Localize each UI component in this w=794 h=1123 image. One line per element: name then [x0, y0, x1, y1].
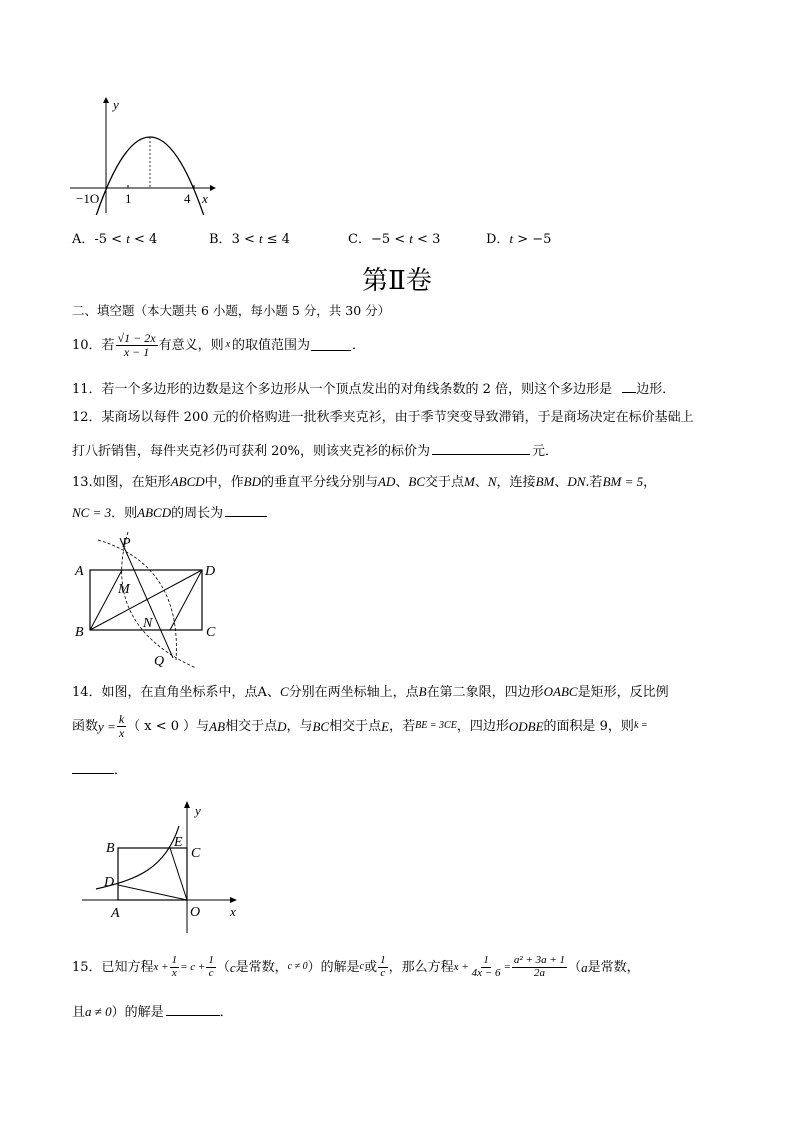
q15-answer-blank[interactable] — [166, 1004, 220, 1016]
q12-answer-blank[interactable] — [432, 443, 530, 455]
x-axis-arrow — [230, 897, 237, 903]
q11-answer-blank[interactable] — [622, 381, 636, 393]
question-15-line1 — [72, 955, 640, 979]
segment-oe — [170, 848, 187, 900]
q13-sep3: 、 — [554, 475, 568, 490]
q13-abcd2: ABCD — [137, 505, 172, 520]
question-13-line2 — [72, 505, 267, 520]
q14-a: A — [257, 685, 267, 700]
origin-label: −1O — [76, 191, 100, 206]
q15-or: 或 — [364, 959, 378, 975]
q13-t3: 的垂直平分线分别与 — [261, 475, 379, 490]
q15-frac5 — [512, 955, 567, 979]
q15-end: ． — [219, 1005, 233, 1020]
q14-cond: （ x < 0 ）与 — [127, 718, 210, 734]
segment-od — [118, 885, 187, 900]
q14-t11: 的面积是 9，则 — [543, 718, 634, 734]
q10-text2: 的取值范围为 — [232, 337, 311, 353]
q13-sep1: 、 — [395, 475, 409, 490]
q15-t6: （ — [568, 959, 582, 975]
q15-f4-num: 1 — [483, 954, 489, 966]
q14-answer-blank[interactable] — [72, 762, 114, 774]
q15-x2: x + — [453, 960, 469, 973]
q14-t5: 函数 — [72, 718, 99, 734]
label-n: N — [143, 616, 153, 631]
q15-t7: 是常数， — [587, 959, 640, 975]
x-axis-label: x — [202, 191, 208, 206]
label-o: O — [190, 905, 201, 920]
q15-x1: x + — [153, 960, 169, 973]
q14-be-eq: BE = 3CE — [415, 720, 457, 732]
label-a: A — [75, 564, 84, 579]
label-c: C — [191, 846, 201, 861]
q15-f4-den: 4x − 6 — [471, 966, 501, 979]
x-axis-arrow — [210, 185, 216, 191]
q13-dn: DN — [567, 474, 586, 489]
q13-t5: ，连接 — [496, 475, 536, 490]
question-14-line1 — [72, 685, 669, 699]
q14-t9: ，若 — [389, 718, 416, 734]
option-d-post: > −5 — [513, 232, 552, 247]
q14-y-eq: y = — [98, 718, 116, 734]
q10-answer-blank[interactable] — [311, 339, 351, 351]
option-c-post: < 3 — [412, 232, 441, 247]
q14-coordinate-figure — [80, 800, 250, 935]
q14-oabc: OABC — [543, 684, 578, 699]
q13-rectangle-figure — [70, 530, 230, 672]
q15-t5: ，那么方程 — [388, 959, 454, 975]
q9-option-a — [72, 232, 157, 246]
q15-frac3 — [378, 955, 388, 979]
arc-from-d — [122, 532, 196, 668]
q15-c: c — [229, 959, 236, 975]
q13-bc: BC — [408, 474, 425, 489]
option-a-var: t — [126, 231, 130, 246]
q15-c2: c — [359, 961, 365, 973]
question-10 — [72, 332, 365, 358]
option-c-label: C． — [348, 232, 371, 247]
option-a-pre: -5 < — [94, 232, 127, 247]
q13-t8: 的周长为 — [171, 506, 224, 521]
label-y: y — [195, 803, 201, 818]
label-d: D — [104, 875, 115, 890]
y-axis-arrow — [184, 801, 190, 808]
q12-line2-text: 打八折销售，每件夹克衫仍可获利 20%，则该夹克衫的标价为 — [72, 444, 431, 459]
q13-t6: .若 — [585, 475, 603, 490]
q10-var: x — [225, 339, 231, 351]
q11-text: 11．若一个多边形的边数是这个多边形从一个顶点发出的对角线条数的 2 倍，则这个多边形是 — [72, 382, 613, 397]
q15-f3-num: 1 — [380, 954, 386, 966]
q10-frac-numerator: √1 − 2x — [117, 331, 156, 345]
q14-e: E — [381, 718, 390, 734]
q13-bm: BM — [535, 474, 555, 489]
q13-t7: ．则 — [111, 506, 138, 521]
y-axis-label: y — [113, 97, 119, 112]
q13-abcd: ABCD — [170, 474, 205, 489]
q13-t2: 中，作 — [204, 475, 244, 490]
option-c-pre: −5 < — [370, 232, 410, 247]
q15-f5-num: a² + 3a + 1 — [513, 954, 566, 966]
q9-option-b — [209, 232, 290, 246]
q9-option-c — [348, 232, 440, 246]
q13-m: M — [464, 474, 475, 489]
label-d: D — [205, 564, 216, 579]
option-b-var: t — [259, 231, 263, 246]
option-d-var: t — [509, 231, 514, 246]
q14-t7: ，与 — [286, 718, 313, 734]
q14-d: D — [277, 718, 287, 734]
q14-bc: BC — [312, 718, 330, 734]
q15-a: a — [581, 959, 588, 975]
q13-n: N — [487, 474, 497, 489]
q14-t4: 是矩形，反比例 — [577, 685, 669, 700]
q15-f1-num: 1 — [171, 954, 178, 966]
q10-end: ． — [352, 337, 366, 353]
q11-end: 边形． — [636, 382, 676, 397]
volume-title: 第Ⅱ卷 — [362, 266, 432, 296]
q13-bd: BD — [243, 474, 261, 489]
q15-c-ne: c ≠ 0 — [287, 961, 308, 973]
q14-sep1: 、 — [266, 685, 280, 700]
q14-t2: 分别在两坐标轴上，点 — [288, 685, 419, 700]
question-14-line2 — [72, 713, 648, 739]
q14-odbe: ODBE — [508, 718, 544, 734]
q14-c: C — [279, 684, 289, 699]
q13-t4: 交于点 — [425, 475, 465, 490]
q10-fraction — [116, 332, 158, 358]
q14-kx-fraction — [117, 713, 126, 739]
q14-t3: 在第二象限，四边形 — [426, 685, 544, 700]
q14-b: B — [418, 684, 427, 699]
q14-end: ． — [114, 763, 128, 778]
q9-parabola-graph — [66, 95, 216, 215]
label-q: Q — [154, 654, 165, 669]
q15-f5-den: 2a — [533, 966, 545, 979]
label-x: x — [230, 904, 236, 919]
option-a-label: A． — [72, 232, 95, 247]
q13-sep2: 、 — [474, 475, 488, 490]
q14-ab: AB — [209, 718, 226, 734]
q13-ad: AD — [378, 474, 396, 489]
q15-f3-den: c — [380, 966, 386, 979]
q10-text1: 有意义，则 — [158, 337, 224, 353]
arc-from-b — [98, 540, 176, 660]
tick-1-label: 1 — [125, 191, 132, 206]
question-12-line1: 12．某商场以每件 200 元的价格购进一批秋季夹克衫，由于季节突变导致滞销，于是商场决定在标价基础上 — [72, 410, 694, 425]
question-12-line2 — [72, 443, 558, 458]
q14-t8: 相交于点 — [329, 718, 382, 734]
perp-bisector-pq — [120, 538, 173, 658]
q13-answer-blank[interactable] — [225, 505, 267, 517]
q10-frac-denominator: x − 1 — [123, 344, 150, 359]
q15-t9: ）的解是 — [111, 1005, 164, 1020]
q15-t3: 是常数， — [235, 959, 288, 975]
option-b-post: ≤ 4 — [262, 232, 291, 247]
question-11 — [72, 381, 675, 396]
q12-end: 元． — [532, 444, 559, 459]
label-m: M — [118, 582, 130, 597]
label-c: C — [206, 625, 216, 640]
label-e: E — [174, 835, 183, 850]
q10-number: 10．若 — [72, 337, 115, 353]
section-header: 二、填空题（本大题共 6 小题，每小题 5 分，共 30 分） — [72, 303, 391, 318]
q14-k-eq: k = — [633, 720, 648, 732]
q15-t2: （ — [216, 959, 230, 975]
label-a: A — [111, 906, 120, 921]
question-15-line2 — [72, 1004, 233, 1019]
q15-eq2: = — [503, 960, 511, 973]
label-b: B — [75, 625, 84, 640]
q15-a-ne: a ≠ 0 — [85, 1004, 112, 1019]
question-13-line1 — [72, 475, 656, 489]
q15-t1: 15．已知方程 — [72, 959, 154, 975]
q15-f1-den: x — [171, 966, 177, 979]
q14-t1: 14．如图，在直角坐标系中，点 — [72, 685, 258, 700]
q14-frac-den: x — [118, 725, 125, 740]
option-c-var: t — [409, 231, 413, 246]
q13-comma: ， — [643, 475, 657, 490]
q15-frac1 — [170, 955, 180, 979]
q15-eq1: = c + — [180, 960, 206, 973]
q15-f2-num: 1 — [208, 954, 214, 966]
q9-option-d — [486, 232, 551, 246]
q14-frac-num: k — [118, 712, 125, 726]
q14-t10: ，四边形 — [456, 718, 509, 734]
label-p: P — [122, 536, 131, 551]
q14-t6: 相交于点 — [225, 718, 278, 734]
q15-frac4 — [470, 955, 503, 979]
q15-t4: ）的解是 — [307, 959, 360, 975]
option-b-pre: 3 < — [231, 232, 259, 247]
q13-bm-eq: BM = 5 — [602, 474, 644, 489]
q15-f2-den: c — [208, 966, 214, 979]
question-14-line3 — [72, 762, 127, 777]
option-b-label: B． — [209, 232, 232, 247]
q13-t1: 13.如图，在矩形 — [72, 475, 171, 490]
q13-nc-eq: NC = 3 — [72, 505, 112, 520]
q15-t8: 且 — [72, 1005, 86, 1020]
option-a-post: < 4 — [129, 232, 158, 247]
q15-frac2 — [206, 955, 216, 979]
tick-4-label: 4 — [184, 191, 191, 206]
label-b: B — [106, 841, 115, 856]
option-d-label: D． — [486, 232, 510, 247]
y-axis-arrow — [103, 97, 109, 103]
